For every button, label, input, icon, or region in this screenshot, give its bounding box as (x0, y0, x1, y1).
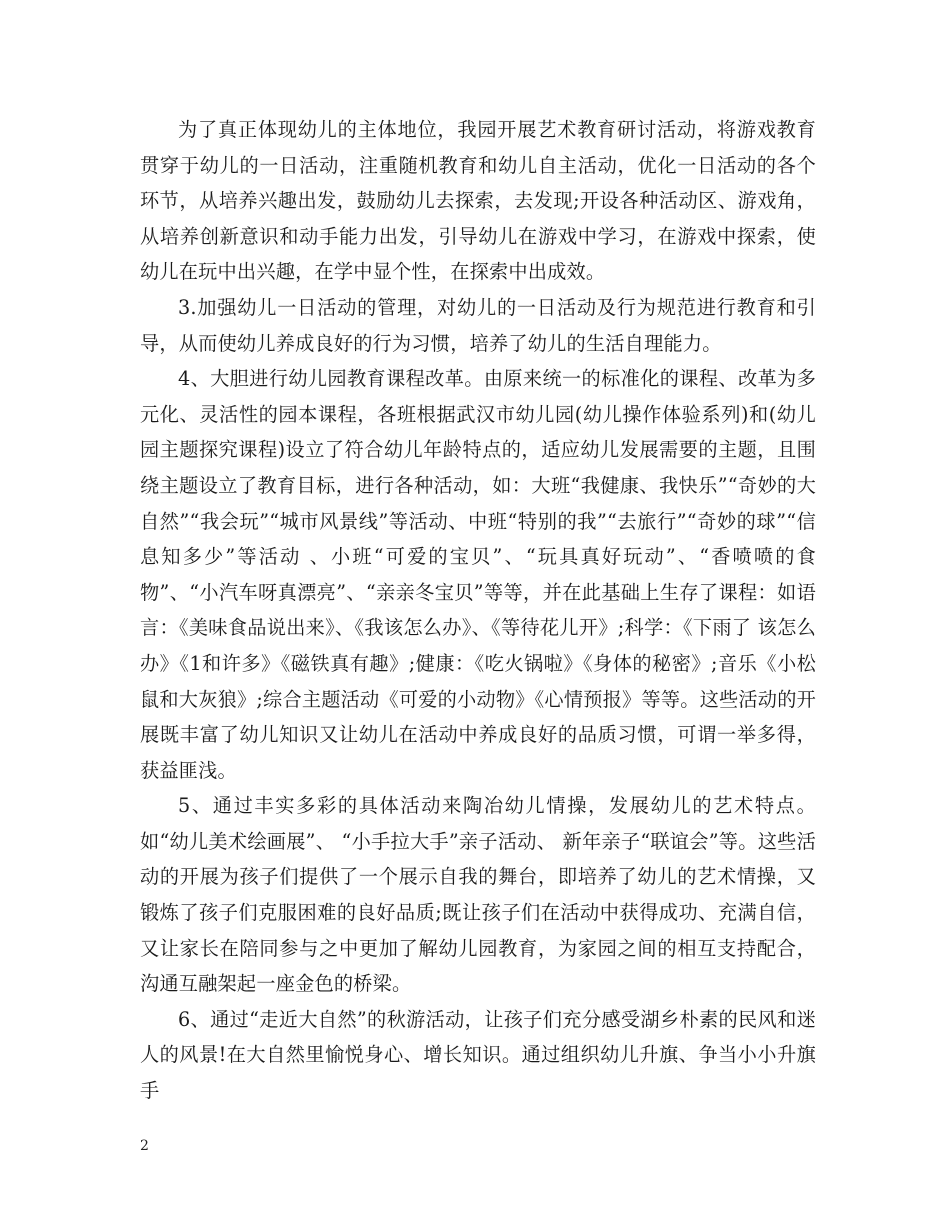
paragraph-item-4: 4、大胆进行幼儿园教育课程改革。由原来统一的标准化的课程、改革为多元化、灵活性的园本课程，各班根据武汉市幼儿园(幼儿操作体验系列)和(幼儿园主题探究课程)设立了符合幼儿年龄特点的，适应幼儿发展需要的主题，且围绕主题设立了教育目标，进行各种活动，如：大班“我健康、我快乐”“奇妙的大自然”“我会玩”“城市风景线”等活动、中班“特别的我”“去旅行”“奇妙的球”“信息知多少”等活动 、小班“可爱的宝贝”、“玩具真好玩动”、“香喷喷的食物”、“小汽车呀真漂亮”、“亲亲冬宝贝”等等，并在此基础上生存了课程：如语言：《美味食品说出来》、《我该怎么办》、《等待花儿开》;科学：《下雨了 该怎么办》《1和许多》《磁铁真有趣》;健康：《吃火锅啦》《身体的秘密》;音乐《小松鼠和大灰狼》;综合主题活动《可爱的小动物》《心情预报》等等。这些活动的开展既丰富了幼儿知识又让幼儿在活动中养成良好的品质习惯，可谓一举多得，获益匪浅。 (140, 367, 816, 782)
paragraph-item-6: 6、通过“走近大自然”的秋游活动，让孩子们充分感受湖乡朴素的民风和迷人的风景!在大自然里愉悦身心、增长知识。通过组织幼儿升旗、争当小小升旗手 (140, 1007, 816, 1103)
paragraph-item-5: 5、通过丰实多彩的具体活动来陶冶幼儿情操，发展幼儿的艺术特点。如“幼儿美术绘画展”、 “小手拉大手”亲子活动、 新年亲子“联谊会”等。这些活动的开展为孩子们提供了一个展示自我的舞台，即培养了幼儿的艺术情操，又锻炼了孩子们克服困难的良好品质;既让孩子们在活动中获得成功、充满自信，又让家长在陪同参与之中更加了解幼儿园教育，为家园之间的相互支持配合，沟通互融架起一座金色的桥梁。 (140, 794, 816, 996)
document-body (140, 112, 816, 1109)
page-number: 2 (140, 1138, 149, 1154)
paragraph-intro: 为了真正体现幼儿的主体地位，我园开展艺术教育研讨活动，将游戏教育贯穿于幼儿的一日活动，注重随机教育和幼儿自主活动，优化一日活动的各个环节，从培养兴趣出发，鼓励幼儿去探索，去发现;开设各种活动区、游戏角，从培养创新意识和动手能力出发，引导幼儿在游戏中学习，在游戏中探索，使幼儿在玩中出兴趣，在学中显个性，在探索中出成效。 (140, 118, 816, 284)
paragraph-item-3: 3.加强幼儿一日活动的管理，对幼儿的一日活动及行为规范进行教育和引导，从而使幼儿养成良好的行为习惯，培养了幼儿的生活自理能力。 (140, 295, 816, 355)
